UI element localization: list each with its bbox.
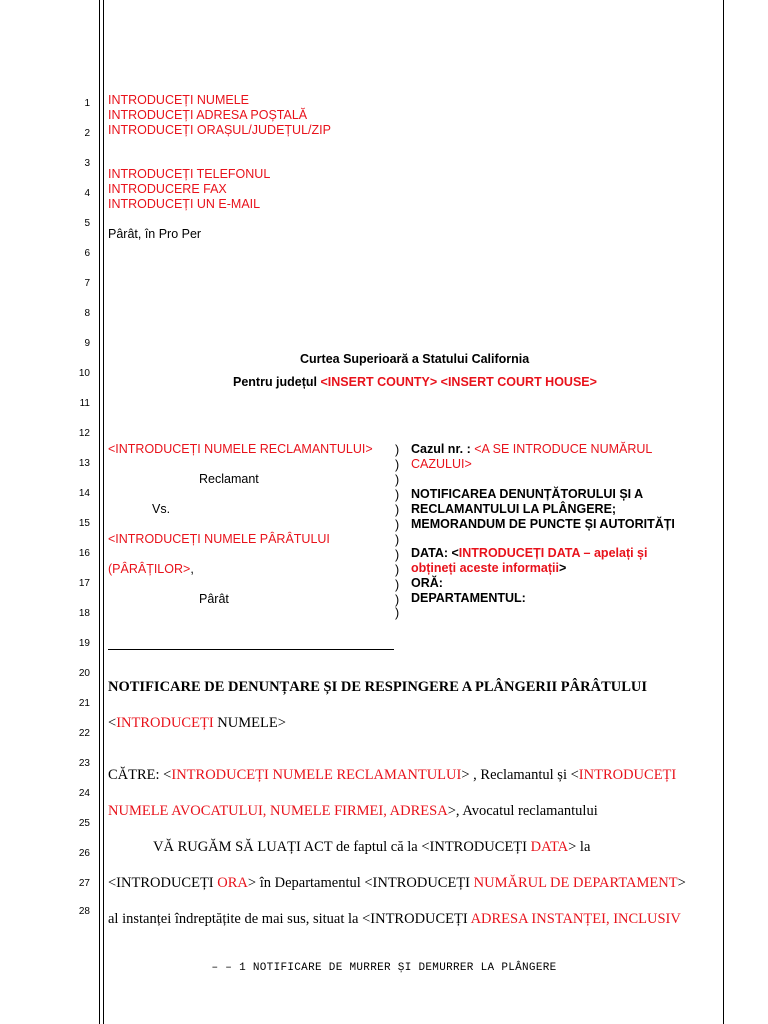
notice-title-1: NOTIFICAREA DENUNȚĂTORULUI ȘI A bbox=[411, 487, 644, 501]
line-number: 19 bbox=[78, 638, 90, 649]
line-number: 4 bbox=[84, 188, 90, 199]
subtitle-open: < bbox=[108, 715, 117, 731]
right-margin-line bbox=[723, 0, 724, 1024]
ora-red-2: NUMĂRUL DE DEPARTAMENT bbox=[473, 875, 678, 891]
subtitle-red: INTRODUCEȚI bbox=[116, 715, 214, 731]
date-label: DATA: < bbox=[411, 546, 459, 560]
caption-paren: ) bbox=[395, 533, 400, 547]
notice-paragraph-line-2 bbox=[108, 875, 686, 892]
date-value-1: INTRODUCEȚI DATA – apelați și bbox=[458, 546, 648, 560]
to-line-2 bbox=[108, 803, 598, 820]
to2-rest: >, Avocatul reclamantului bbox=[447, 803, 598, 819]
case-value-2: CAZULUI> bbox=[411, 457, 472, 471]
caption-paren: ) bbox=[395, 473, 400, 487]
case-value-1: <A SE INTRODUCE NUMĂRUL bbox=[474, 442, 653, 456]
line-number: 21 bbox=[78, 698, 90, 709]
court-title: Curtea Superioară a Statului California bbox=[300, 352, 530, 366]
caption-paren: ) bbox=[395, 548, 400, 562]
caption-paren: ) bbox=[395, 593, 400, 607]
to-red-2: INTRODUCEȚI bbox=[578, 767, 677, 783]
page-footer: – – 1 NOTIFICARE DE MURRER ȘI DEMURRER LA PLÂNGERE bbox=[211, 962, 557, 974]
line-number: 18 bbox=[78, 608, 90, 619]
to-line-1 bbox=[108, 767, 676, 784]
line-number: 13 bbox=[78, 458, 90, 469]
header-role: Pârât, în Pro Per bbox=[108, 227, 202, 241]
line-number: 24 bbox=[78, 788, 90, 799]
line-number: 2 bbox=[84, 128, 90, 139]
line-number: 10 bbox=[78, 368, 90, 379]
subtitle-rest: NUMELE bbox=[213, 715, 278, 731]
court-prefix: al instanței îndreptățite de mai sus, situat la <INTRODUCEȚI bbox=[108, 911, 471, 927]
caption-paren: ) bbox=[395, 563, 400, 577]
line-number: 25 bbox=[78, 818, 90, 829]
line-number: 8 bbox=[84, 308, 90, 319]
caption-paren: ) bbox=[395, 518, 400, 532]
hearing-date-line-2 bbox=[411, 561, 566, 576]
defendant-name-line-2 bbox=[108, 562, 194, 577]
caption-paren: ) bbox=[395, 578, 400, 592]
case-number-line-1 bbox=[411, 442, 652, 457]
court-address-red: ADRESA INSTANȚEI, INCLUSIV bbox=[470, 911, 681, 927]
defendant-role: Pârât bbox=[199, 592, 229, 606]
notice-paragraph-line-1 bbox=[153, 839, 590, 856]
document-title: NOTIFICARE DE DENUNȚARE ȘI DE RESPINGERE A PLÂNGERII PÂRÂTULUI bbox=[108, 679, 648, 695]
notice-title-3: MEMORANDUM DE PUNCTE ȘI AUTORITĂȚI bbox=[411, 517, 675, 531]
line-number: 22 bbox=[78, 728, 90, 739]
notice-suffix: > la bbox=[568, 839, 591, 855]
court-county-placeholder: <INSERT COUNTY> <INSERT COURT HOUSE> bbox=[320, 375, 597, 389]
line-number: 28 bbox=[78, 906, 90, 917]
notice-paragraph-line-3 bbox=[108, 911, 681, 928]
line-number: 9 bbox=[84, 338, 90, 349]
defendant-name-line-2-text: (PÂRÂȚILOR> bbox=[108, 562, 191, 576]
hearing-department-label: DEPARTAMENTUL: bbox=[411, 591, 526, 605]
ora-prefix: <INTRODUCEȚI bbox=[108, 875, 218, 891]
ora-suffix: > bbox=[677, 875, 686, 891]
line-number: 7 bbox=[84, 278, 90, 289]
plaintiff-role: Reclamant bbox=[199, 472, 259, 486]
to-red-1: INTRODUCEȚI NUMELE RECLAMANTULUI bbox=[171, 767, 462, 783]
notice-date-red: DATA bbox=[530, 839, 569, 855]
subtitle-close: > bbox=[277, 715, 286, 731]
line-number: 23 bbox=[78, 758, 90, 769]
line-number: 1 bbox=[84, 98, 90, 109]
line-number: 27 bbox=[78, 878, 90, 889]
line-number: 6 bbox=[84, 248, 90, 259]
ora-red: ORA bbox=[217, 875, 248, 891]
line-number: 15 bbox=[78, 518, 90, 529]
line-number: 3 bbox=[84, 158, 90, 169]
line-number: 16 bbox=[78, 548, 90, 559]
case-label: Cazul nr. : bbox=[411, 442, 475, 456]
line-number: 17 bbox=[78, 578, 90, 589]
plaintiff-name-text: <INTRODUCEȚI NUMELE RECLAMANTULUI> bbox=[108, 442, 373, 456]
line-number: 12 bbox=[78, 428, 90, 439]
line-number: 14 bbox=[78, 488, 90, 499]
date-close: > bbox=[558, 561, 567, 575]
plaintiff-name bbox=[108, 442, 373, 457]
caption-paren: ) bbox=[395, 503, 400, 517]
ora-mid: > în Departamentul <INTRODUCEȚI bbox=[247, 875, 474, 891]
caption-paren: ) bbox=[395, 488, 400, 502]
date-value-2: obțineți aceste informații bbox=[411, 561, 559, 575]
line-number: 11 bbox=[79, 398, 90, 409]
header-phone: INTRODUCEȚI TELEFONUL bbox=[108, 167, 271, 181]
caption-paren: ) bbox=[395, 443, 400, 457]
defendant-name-comma: , bbox=[190, 562, 194, 576]
header-address: INTRODUCEȚI ADRESA POȘTALĂ bbox=[108, 108, 308, 122]
hearing-date-line-1 bbox=[411, 546, 647, 561]
header-fax: INTRODUCERE FAX bbox=[108, 182, 227, 196]
court-county-prefix: Pentru județul bbox=[233, 375, 321, 389]
line-number: 20 bbox=[78, 668, 90, 679]
left-margin-line-outer bbox=[99, 0, 100, 1024]
header-name: INTRODUCEȚI NUMELE bbox=[108, 93, 249, 107]
document-subtitle bbox=[108, 715, 286, 732]
to-label: CĂTRE: < bbox=[108, 767, 172, 783]
caption-paren: ) bbox=[395, 606, 400, 620]
caption-divider bbox=[108, 649, 394, 650]
header-email: INTRODUCEȚI UN E-MAIL bbox=[108, 197, 261, 211]
to2-red: NUMELE AVOCATULUI, NUMELE FIRMEI, ADRESA bbox=[108, 803, 448, 819]
left-margin-line-inner bbox=[103, 0, 104, 1024]
notice-prefix: VĂ RUGĂM SĂ LUAȚI ACT de faptul că la <INTRODUCEȚI bbox=[153, 839, 531, 855]
hearing-time-label: ORĂ: bbox=[411, 576, 443, 590]
to-mid: > , Reclamantul și < bbox=[461, 767, 579, 783]
line-number: 26 bbox=[78, 848, 90, 859]
court-county-line bbox=[233, 375, 597, 390]
notice-title-2: RECLAMANTULUI LA PLÂNGERE; bbox=[411, 502, 617, 516]
line-number: 5 bbox=[84, 218, 90, 229]
defendant-name-line-1: <INTRODUCEȚI NUMELE PÂRÂTULUI bbox=[108, 532, 330, 546]
versus-label: Vs. bbox=[152, 502, 171, 516]
caption-paren: ) bbox=[395, 458, 400, 472]
header-city: INTRODUCEȚI ORAȘUL/JUDEȚUL/ZIP bbox=[108, 123, 331, 137]
